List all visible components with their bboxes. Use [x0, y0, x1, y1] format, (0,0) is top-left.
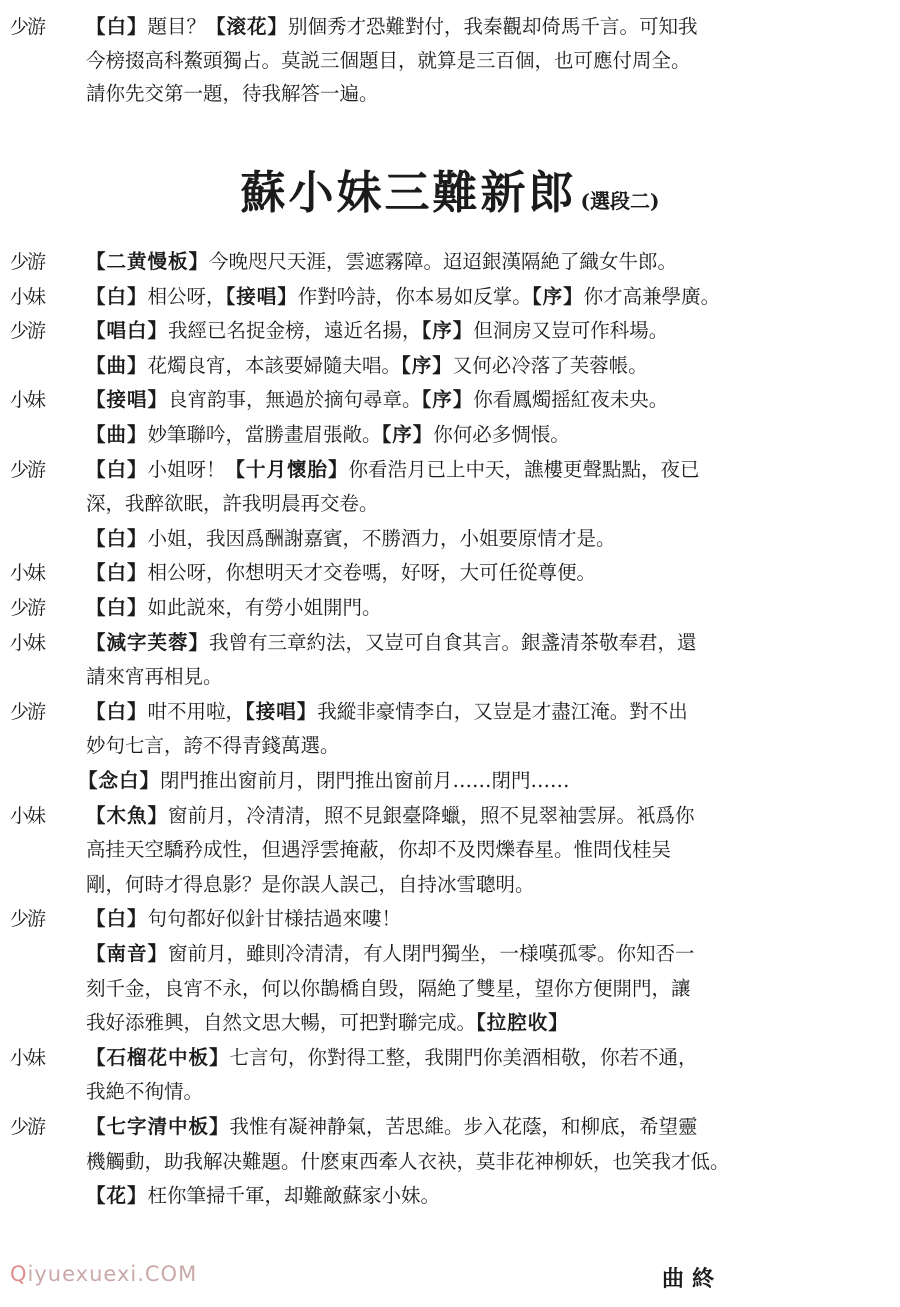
speaker-name: 少游	[10, 320, 45, 343]
speaker-name: 少游	[10, 700, 45, 723]
speaker-name: 小妹	[10, 631, 45, 654]
dialogue-line	[0, 729, 900, 763]
tune-label: 【白】	[86, 907, 148, 931]
dialogue-text	[86, 418, 570, 452]
tune-label: 【曲】	[86, 353, 148, 377]
dialogue-text	[86, 902, 401, 936]
speaker-name: 少游	[10, 16, 45, 38]
lyric-text: 你看鳳燭摇紅夜未央。	[473, 388, 669, 412]
page-title: 蘇小妹三難新郎	[240, 166, 577, 219]
lyric-text: 相公呀，	[147, 284, 226, 308]
dialogue-text	[78, 764, 570, 798]
page-subtitle: (選段二)	[580, 189, 660, 213]
lyric-text: 高挂天空驕矜成性，但遇浮雲掩蔽，你却不及閃爍春星。惟問伐桂吴	[86, 838, 672, 862]
tune-label: 【白】	[86, 15, 148, 38]
tune-label: 【序】	[531, 284, 584, 308]
tune-label: 【接唱】	[245, 699, 318, 723]
dialogue-text	[86, 280, 720, 314]
dialogue-line	[0, 868, 900, 902]
lyric-text: 我好添雅興，自然文思大暢，可把對聯完成。	[86, 1011, 477, 1035]
lyric-text: 花燭良宵，本該要婦隨夫唱。	[147, 353, 402, 377]
dialogue-line	[0, 10, 900, 44]
dialogue-line	[0, 764, 900, 798]
dialogue-line	[0, 349, 900, 383]
lyric-text: 作對吟詩，你本易如反掌。	[297, 284, 532, 308]
tune-label: 【七字清中板】	[86, 1115, 230, 1138]
tune-label: 【石榴花中板】	[86, 1045, 230, 1069]
lyric-text: 小姐，我因爲酬謝嘉賓，不勝酒力，小姐要原情才是。	[147, 526, 616, 550]
dialogue-text	[86, 1075, 203, 1109]
speaker-name: 小妹	[10, 804, 45, 827]
lyric-text: 但洞房又豈可作科場。	[473, 319, 669, 343]
tune-label: 【白】	[86, 457, 148, 481]
speaker-name: 小妹	[10, 562, 45, 585]
speaker-name: 少游	[10, 908, 45, 931]
tune-label: 【花】	[86, 1184, 148, 1208]
dialogue-line	[0, 591, 900, 625]
lyric-text: 你才高兼學廣。	[583, 284, 721, 308]
lyric-text: 你看浩月已上中天，譙樓更聲點點，夜已	[348, 457, 700, 481]
dialogue-line	[0, 1041, 900, 1075]
end-mark: 曲終	[662, 1266, 723, 1292]
dialogue-text	[86, 660, 223, 694]
tune-label: 【序】	[401, 353, 453, 377]
tune-label: 【接唱】	[86, 388, 169, 412]
dialogue-line	[0, 1145, 900, 1179]
dialogue-line	[0, 660, 900, 694]
tune-label: 【十月懷胎】	[225, 457, 349, 481]
tune-label: 【白】	[86, 699, 148, 723]
dialogue-text	[86, 937, 695, 971]
dialogue-line	[0, 799, 900, 833]
dialogue-text	[86, 245, 677, 279]
dialogue-text	[86, 522, 616, 556]
site-watermark: Qiyuexuexi.COM	[10, 1262, 198, 1286]
dialogue-text	[86, 626, 697, 660]
lyric-text: 句句都好似針甘様拮過來嘍！	[147, 907, 402, 931]
dialogue-line	[0, 1179, 900, 1213]
tune-label: 【南音】	[86, 942, 169, 965]
lyric-text: 如此説來，有勞小姐開門。	[147, 596, 382, 619]
dialogue-line	[0, 937, 900, 971]
dialogue-text	[86, 349, 648, 383]
lyric-text: 咁不用啦，	[147, 699, 246, 723]
dialogue-text	[86, 77, 379, 111]
dialogue-line	[0, 453, 900, 487]
lyric-text: 今晚咫尺天涯，雲遮霧障。迢迢銀漢隔絶了織女牛郎。	[209, 250, 678, 273]
tune-label: 【木魚】	[86, 803, 169, 827]
dialogue-text	[86, 972, 691, 1006]
dialogue-text	[86, 44, 691, 78]
dialogue-line	[0, 1006, 900, 1040]
lyric-text: 小姐呀！	[147, 457, 226, 481]
lyric-text: 枉你筆掃千軍，却難敵蘇家小妹。	[147, 1184, 441, 1208]
title-block	[0, 156, 900, 221]
lyric-text: 良宵韵事，無過於摘句尋章。	[168, 388, 422, 412]
lyric-text: 題目？	[147, 15, 207, 38]
lyric-text: 你何必多惆悵。	[433, 423, 570, 446]
dialogue-text	[86, 833, 671, 867]
lyric-text: 相公呀，你想明天才交卷嗎，好呀，大可任從尊便。	[147, 561, 597, 585]
tune-label: 【接唱】	[225, 284, 298, 308]
dialogue-text	[86, 1179, 440, 1213]
lyric-text: 妙句七言，誇不得青錢萬選。	[86, 734, 340, 758]
lyric-text: 今榜掇高科鰲頭獨占。莫説三個題目，就算是三百個，也可應付周全。	[86, 48, 691, 72]
dialogue-line	[0, 44, 900, 78]
tune-label: 【滚花】	[206, 15, 289, 38]
dialogue-line	[0, 1075, 900, 1109]
lyric-text: 刻千金，良宵不永，何以你鵲橋自毁，隔絶了雙星，望你方便開門，讓	[86, 976, 691, 1000]
speaker-name: 小妹	[10, 1046, 45, 1069]
lyric-text: 又何必冷落了芙蓉帳。	[452, 353, 648, 377]
lyric-text: 請來宵再相見。	[86, 665, 223, 689]
dialogue-text	[86, 591, 382, 625]
dialogue-text	[86, 868, 535, 902]
dialogue-line	[0, 522, 900, 556]
lyric-text: 我絶不徇情。	[86, 1080, 204, 1104]
lyric-text: 窗前月，冷清清，照不見銀臺降蠟，照不見翠袖雲屏。衹爲你	[168, 803, 695, 827]
dialogue-line	[0, 418, 900, 452]
tune-label: 【序】	[421, 388, 474, 412]
tune-label: 【序】	[421, 319, 474, 343]
lyric-text: 我曾有三章約法，又豈可自食其言。銀盞清茶敬奉君，還	[209, 630, 697, 654]
tune-label: 【減字芙蓉】	[86, 630, 210, 654]
tune-label: 【念白】	[78, 769, 161, 792]
lyric-text: 妙筆聯吟，當勝畫眉張敞。	[147, 423, 382, 446]
dialogue-line	[0, 383, 900, 417]
dialogue-text	[86, 1145, 730, 1179]
dialogue-line	[0, 902, 900, 936]
dialogue-line	[0, 833, 900, 867]
dialogue-line	[0, 556, 900, 590]
tune-label: 【拉腔收】	[476, 1011, 569, 1035]
dialogue-text	[86, 695, 688, 729]
lyric-text: 閉門推出窗前月，閉門推出窗前月……閉門……	[160, 769, 570, 792]
lyric-text: 窗前月，雖則冷清清，有人閉門獨坐，一様嘆孤零。你知否一	[168, 942, 695, 965]
tune-label: 【白】	[86, 526, 148, 550]
dialogue-text	[86, 314, 668, 348]
dialogue-text	[86, 1006, 569, 1040]
lyric-text: 請你先交第一題，待我解答一遍。	[86, 82, 379, 105]
dialogue-line	[0, 1110, 900, 1144]
speaker-name: 少游	[10, 597, 45, 619]
dialogue-text	[86, 383, 668, 417]
speaker-name: 小妹	[10, 285, 45, 308]
speaker-name: 小妹	[10, 389, 45, 412]
dialogue-text	[86, 556, 596, 590]
lyric-text: 深，我醉欲眠，許我明晨再交卷。	[86, 492, 379, 516]
lyric-text: 七言句，你對得工整，我開門你美酒相敬，你若不通，	[229, 1045, 698, 1069]
dialogue-line	[0, 626, 900, 660]
dialogue-line	[0, 972, 900, 1006]
speaker-name: 少游	[10, 1116, 45, 1138]
tune-label: 【白】	[86, 284, 148, 308]
dialogue-text	[86, 10, 698, 44]
lyric-text: 别個秀才恐難對付，我秦觀却倚馬千言。可知我	[288, 15, 698, 38]
dialogue-line	[0, 77, 900, 111]
dialogue-text	[86, 1110, 698, 1144]
speaker-name: 少游	[10, 458, 45, 481]
dialogue-line	[0, 487, 900, 521]
dialogue-line	[0, 245, 900, 279]
tune-label: 【二黄慢板】	[86, 250, 210, 273]
dialogue-text	[86, 799, 695, 833]
dialogue-line	[0, 695, 900, 729]
tune-label: 【唱白】	[86, 319, 169, 343]
lyric-text: 我惟有凝神静氣，苦思維。步入花蔭，和柳底，希望靈	[229, 1115, 698, 1138]
tune-label: 【白】	[86, 596, 148, 619]
dialogue-text	[86, 1041, 698, 1075]
lyric-text: 機觸動，助我解决難題。什麽東西牽人衣袂，莫非花神柳妖，也笑我才低。	[86, 1149, 730, 1173]
dialogue-line	[0, 314, 900, 348]
tune-label: 【白】	[86, 561, 148, 585]
dialogue-text	[86, 453, 700, 487]
dialogue-text	[86, 729, 340, 763]
dialogue-line	[0, 280, 900, 314]
lyric-text: 我經已名捉金榜，遠近名揚，	[168, 319, 422, 343]
lyric-text: 我縱非豪情李白，又豈是才盡江淹。對不出	[317, 699, 688, 723]
tune-label: 【曲】	[86, 423, 148, 446]
lyric-text: 剛，何時才得息影？是你誤人誤己，自持冰雪聰明。	[86, 872, 535, 896]
dialogue-text	[86, 487, 379, 521]
tune-label: 【序】	[381, 423, 434, 446]
speaker-name: 少游	[10, 251, 45, 273]
